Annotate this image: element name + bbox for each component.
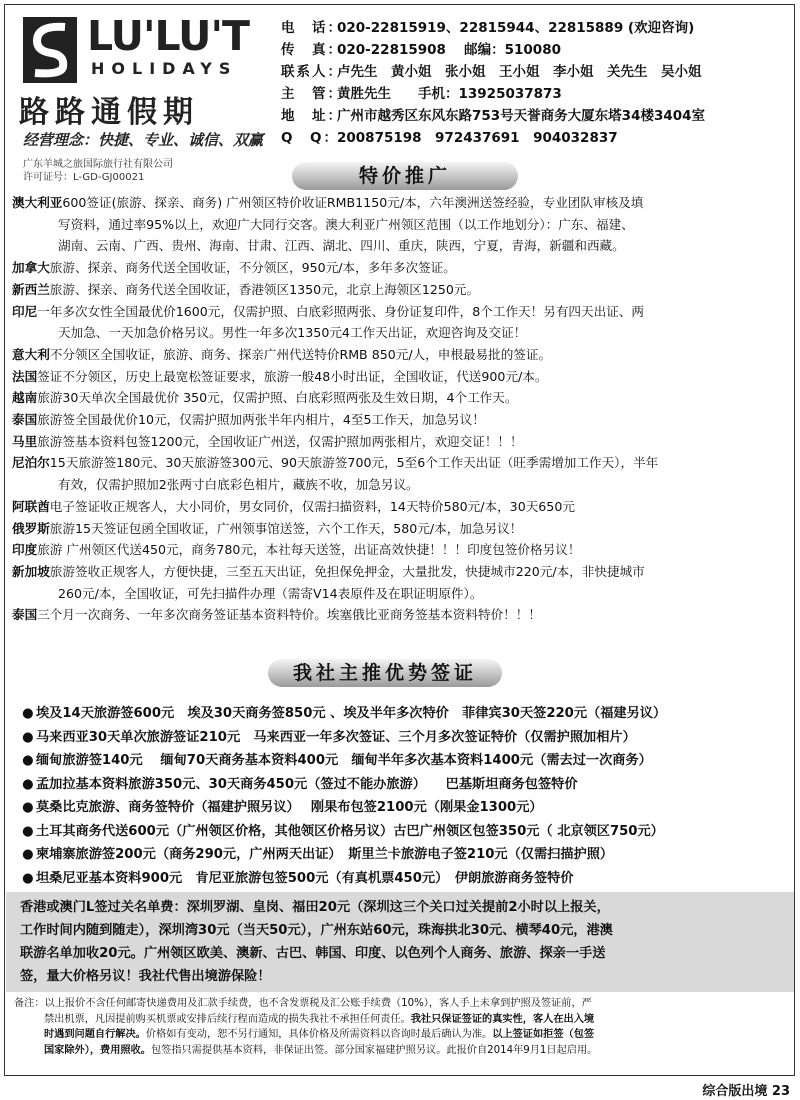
hk-macau-line: 签，量大价格另议！我社代售出境游保险！ [20, 969, 271, 984]
list-item [22, 820, 792, 844]
contact-row [281, 105, 796, 127]
promo-item [12, 344, 788, 366]
promo-text: 旅游、探亲、商务代送全国收证，不分领区，950元/本，多年多次签证。 [49, 260, 456, 276]
hk-macau-line: 工作时间内随到随走），深圳湾30元（当天50元），广州东站60元，珠海拱北30元、横琴40元，港澳 [20, 923, 613, 938]
notes-block [14, 996, 784, 1059]
contact-row [281, 127, 796, 149]
promo-item [12, 518, 788, 540]
contact-label: 传 真： [281, 42, 343, 58]
list-item-text: 马来西亚30天单次旅游签证210元 马来西亚一年多次签证、三个月多次签证特价（仅需护照加相片） [36, 729, 636, 745]
promo-text: 旅游签收正规客人，方便快捷，三至五天出证，免担保免押金，大量批发，快捷城市220元/本，非快捷城市 [49, 563, 645, 579]
promo-text: 600签证(旅游、探亲、商务) 广州领区特价收证RMB1150元/本，六年澳洲送签经验，专业团队审核及填 [62, 195, 644, 210]
contact-label: Q Q： [281, 130, 339, 146]
bullet-icon: ● [22, 706, 34, 721]
promo-item-continued [12, 474, 788, 496]
note-line [14, 1012, 784, 1028]
promo-text: 旅游、探亲、商务代送全国收证，香港领区1350元，北京上海领区1250元。 [49, 281, 480, 297]
contact-row [281, 61, 796, 83]
promo-item-continued [12, 583, 788, 605]
bullet-icon: ● [22, 753, 34, 768]
brand-subtitle: HOLIDAYS [91, 59, 238, 78]
country-name: 越南 [12, 390, 38, 406]
list-item-text: 坦桑尼亚基本资料900元 肯尼亚旅游包签500元（有真机票450元） 伊朗旅游商务签特价 [36, 870, 574, 886]
page-number: 23 [771, 1084, 790, 1099]
contact-value: 黄胜先生 手机：13925037873 [337, 86, 562, 102]
promo-item [12, 301, 788, 323]
list-item-text: 柬埔寨旅游签200元（商务290元，广州两天出证） 斯里兰卡旅游电子签210元（仅需扫描护照） [36, 847, 614, 862]
bullet-icon: ● [22, 776, 34, 792]
promo-item [12, 387, 788, 409]
note-bold: 以上签证如拒签（包签 [492, 1029, 595, 1041]
list-item [22, 867, 792, 891]
promo-item [12, 257, 788, 279]
note-text: 禁出机票，凡因提前购买机票或安排后续行程而造成的损失我社不承担任何责任。 [44, 1013, 411, 1025]
bullet-icon: ● [22, 870, 34, 886]
country-name: 法国 [12, 368, 38, 384]
promo-text: 三个月一次商务、一年多次商务签证基本资料特价。埃塞俄比亚商务签基本资料特价！！！ [37, 607, 541, 623]
country-name: 澳大利亚 [12, 195, 63, 210]
promo-item [12, 279, 788, 301]
promo-item [12, 539, 788, 561]
list-item-text: 土耳其商务代送600元（广州领区价格，其他领区价格另议）古巴广州领区包签350元（ 北京领区750元） [36, 823, 664, 839]
promo-text: 写资料，通过率95%以上，欢迎广大同行交客。澳大利亚广州领区范围（以工作地划分）：广东、福建、 [58, 216, 634, 232]
promo-text: 签证不分领区，历史上最宽松签证要求，旅游一般48小时出证，全国收证，代送900元/本。 [37, 368, 548, 384]
note-bold: 时遇到问题自行解决。 [44, 1029, 146, 1041]
list-item [22, 726, 792, 750]
list-item [22, 843, 792, 867]
contact-row [281, 17, 796, 39]
note-text: 价格如有变动，恕不另行通知，具体价格及所需资料以咨询时最后确认为准。 [145, 1029, 493, 1041]
note-line: 备注：以上报价不含任何邮寄快递费用及汇款手续费，也不含发票税及汇公账手续费（10%），客人手上未拿到护照及签证前，严 [14, 998, 592, 1009]
country-name: 泰国 [12, 607, 38, 623]
bullet-icon: ● [22, 823, 34, 839]
contact-value: 020-22815919、22815944、22815889 (欢迎咨询) [337, 20, 695, 36]
promo-item [12, 409, 788, 431]
promo-text: 天加急、一天加急价格另议。男性一年多次1350元4工作天出证，欢迎咨询及交证！ [58, 325, 527, 341]
promo-item [12, 496, 788, 518]
promo-item-continued [12, 322, 788, 344]
promo-text: 旅游签全国最优价10元，仅需护照加两张半年内相片，4至5工作天，加急另议！ [37, 412, 485, 428]
motto: 经营理念：快捷、专业、诚信、双赢 [23, 131, 264, 149]
list-item [22, 796, 792, 820]
promo-item [12, 431, 788, 453]
promo-text: 电子签证收正规客人，大小同价，男女同价，仅需扫描资料，14天特价580元/本，30天650元 [49, 498, 575, 514]
list-item [22, 773, 792, 797]
promo-text: 旅游 广州领区代送450元，商务780元，本社每天送签，出证高效快捷！！！印度包签价格另议！ [37, 542, 581, 558]
contact-label: 联系人： [281, 64, 343, 80]
country-name: 加拿大 [12, 260, 50, 276]
promo-text: 15天旅游签180元、30天旅游签300元、90天旅游签700元，5至6个工作天出证（旺季需增加工作天），半年 [49, 455, 659, 471]
list-item-text: 埃及14天旅游签600元 埃及30天商务签850元 、埃及半年多次特价 菲律宾30天签220元（福建另议） [36, 706, 667, 721]
promo-text: 有效，仅需护照加2张两寸白底彩色相片，藏族不收，加急另议。 [58, 477, 419, 493]
list-item-text: 莫桑比克旅游、商务签特价（福建护照另议） 刚果布包签2100元（刚果金1300元） [36, 800, 543, 815]
promo-item-continued [12, 235, 788, 257]
country-name: 马里 [12, 433, 38, 449]
country-name: 印度 [12, 542, 38, 558]
promo-text: 一年多次女性全国最优价1600元，仅需护照、白底彩照两张、身份证复印件，8个工作天！另有四天出证、两 [37, 303, 644, 319]
promo-text: 旅游30天单次全国最优价 350元，仅需护照、白底彩照两张及生效日期，4个工作天。 [37, 390, 518, 406]
promo-item [12, 452, 788, 474]
list-item-text: 孟加拉基本资料旅游350元、30天商务450元（签过不能办旅游） 巴基斯坦商务包签特价 [36, 776, 578, 792]
footer-section: 综合版出境 [702, 1084, 768, 1099]
advantage-title: 我社主推优势签证 [268, 659, 502, 687]
promo-item [12, 604, 788, 626]
country-name: 新西兰 [12, 281, 50, 297]
contact-label: 主 管： [281, 86, 343, 102]
contact-row [281, 83, 796, 105]
bullet-icon: ● [22, 800, 34, 815]
contact-label: 电 话： [281, 20, 343, 36]
country-name: 意大利 [12, 346, 50, 362]
bullet-icon: ● [22, 729, 34, 745]
logo [19, 11, 249, 130]
promo-text: 旅游签基本资料包签1200元，全国收证广州送，仅需护照加两张相片，欢迎交证！！！ [37, 433, 523, 449]
list-item [22, 702, 792, 726]
promo-item [12, 366, 788, 388]
promo-title: 特价推广 [292, 162, 518, 190]
note-line [14, 1027, 784, 1043]
page-footer [702, 1080, 790, 1099]
note-bold: 国家除外），费用照收。 [44, 1045, 151, 1057]
contact-value: 卢先生 黄小姐 张小姐 王小姐 李小姐 关先生 吴小姐 [337, 64, 702, 80]
country-name: 俄罗斯 [12, 520, 50, 536]
license-number: 许可证号：L-GD-GJ00021 [23, 172, 145, 183]
promo-item-continued [12, 214, 788, 236]
contact-label: 地 址： [281, 108, 343, 124]
brand-chinese: 路路通假期 [19, 95, 199, 130]
contact-block [281, 17, 796, 149]
promo-item [12, 192, 788, 214]
hk-macau-line: 香港或澳门L签过关名单费：深圳罗湖、皇岗、福田20元（深圳这三个关口过关提前2小时以上报关， [20, 900, 610, 915]
country-name: 阿联酋 [12, 498, 50, 514]
note-bold: 我社只保证签证的真实性，客人在出入境 [410, 1013, 595, 1025]
brand-english: LU'LU'T [87, 12, 249, 60]
country-name: 尼泊尔 [12, 455, 50, 471]
hk-macau-box [6, 892, 794, 992]
country-name: 泰国 [12, 412, 38, 428]
promo-text: 旅游15天签证包函全国收证，广州领事馆送签，六个工作天，580元/本，加急另议！ [49, 520, 523, 536]
list-item [22, 749, 792, 773]
bullet-icon: ● [22, 847, 34, 862]
promo-item [12, 561, 788, 583]
promo-text: 不分领区全国收证，旅游、商务、探亲广州代送特价RMB 850元/人，申根最易批的签证。 [49, 346, 552, 362]
company-name: 广东羊城之旅国际旅行社有限公司 [23, 159, 173, 170]
promo-list [12, 192, 788, 626]
country-name: 印尼 [12, 303, 38, 319]
contact-value: 200875198 972437691 904032837 [337, 130, 618, 146]
logo-mark-icon [23, 17, 77, 83]
promo-text: 湖南、云南、广西、贵州、海南、甘肃、江西、湖北、四川、重庆，陕西，宁夏，青海，新疆和西藏。 [58, 238, 625, 254]
contact-row [281, 39, 796, 61]
note-text: 包签指只需提供基本资料，非保证出签。部分国家福建护照另议。此报价自2014年9月1日起启用。 [150, 1045, 598, 1057]
promo-text: 260元/本，全国收证，可先扫描件办理（需寄V14表原件及在职证明原件）。 [58, 585, 483, 601]
list-item-text: 缅甸旅游签140元 缅甸70天商务基本资料400元 缅甸半年多次基本资料1400元（需去过一次商务） [36, 753, 652, 768]
country-name: 新加坡 [12, 563, 50, 579]
contact-value: 020-22815908 邮编：510080 [337, 42, 561, 58]
note-line [14, 1043, 784, 1059]
advantage-list [22, 702, 792, 890]
contact-value: 广州市越秀区东风东路753号天誉商务大厦东塔34楼3404室 [337, 108, 706, 124]
hk-macau-line: 联游名单加收20元。广州领区欧美、澳新、古巴、韩国、印度、以色列个人商务、旅游、探亲一手送 [20, 946, 606, 961]
